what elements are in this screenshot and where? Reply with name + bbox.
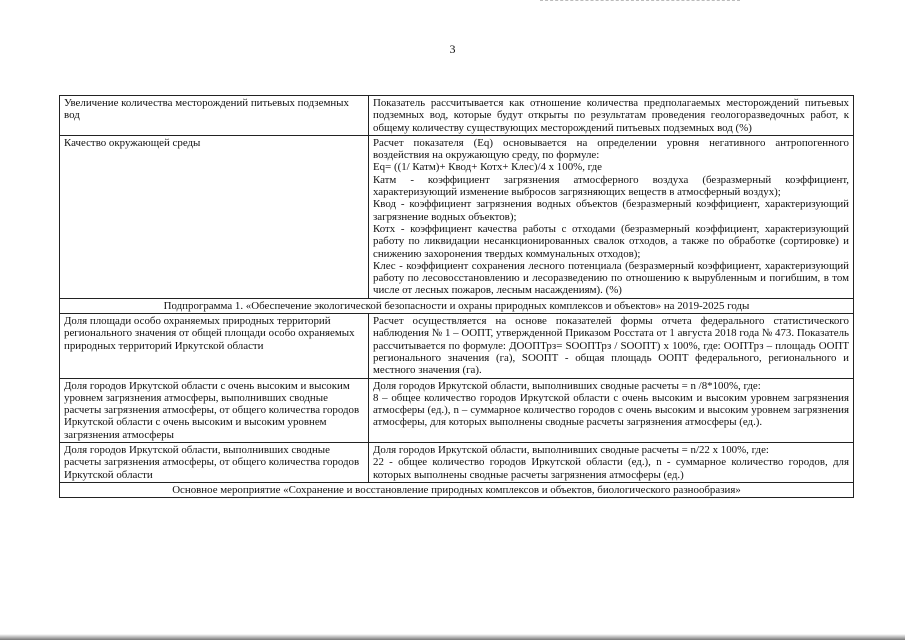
table-row [60, 96, 854, 136]
section-title: Основное мероприятие «Сохранение и восстановление природных комплексов и объектов, биологического разнообразия» [60, 482, 854, 497]
calculation-method-cell [369, 96, 854, 136]
calculation-method-paragraph: Квод - коэффициент загрязнения водных объектов (безразмерный коэффициент, характеризующий загрязнение водных объектов); [373, 198, 849, 223]
calculation-method-paragraph: Показатель рассчитывается как отношение количества предполагаемых месторождений питьевых подземных вод, которые будут открыты по результатам проведения геологоразведочных работ, к общему количеству существующих месторождений питьевых подземных вод (%) [373, 97, 849, 134]
calculation-method-paragraph: Катм - коэффициент загрязнения атмосферного воздуха (безразмерный коэффициент, характеризующий изменение выбросов загрязняющих веществ в атмосферный воздух); [373, 173, 849, 199]
section-header-row [60, 482, 854, 497]
scan-top-marks [540, 0, 740, 3]
calculation-method-paragraph: 22 - общее количество городов Иркутской области (ед.), n - суммарное количество городов, для которых выполнены сводные расчеты загрязнения атмосферы (ед.) [373, 456, 849, 481]
calculation-method-paragraph: 8 – общее количество городов Иркутской области с очень высоким и высоким уровнем загрязнения атмосферы (ед.), n – суммарное количество городов с очень высоким и высоким уровнем загрязнения атмосферы, для которых выполнены сводные расчеты загрязнения атмосферы (ед.). [373, 391, 849, 429]
calculation-method-paragraph: Клес - коэффициент сохранения лесного потенциала (безразмерный коэффициент, характеризующий работу по лесовосстановлению и лесоразведению по отношению к вырубленным и погибшим, в том числе от лесных пожаров, лесным насаждениям). (%) [373, 259, 849, 297]
table-row [60, 378, 854, 442]
table-row [60, 443, 854, 483]
calculation-method-paragraph: Котх - коэффициент качества работы с отходами (безразмерный коэффициент, характеризующий работу по ликвидации несанкционированных свалок отходов, а также по обработке (сортировке) и снижению захоронения твердых коммунальных отходов); [373, 222, 849, 260]
indicator-name: Качество окружающей среды [64, 136, 201, 149]
indicator-name-cell [60, 378, 369, 442]
indicator-name: Доля площади особо охраняемых природных территорий регионального значения от общей площади особо охраняемых природных территорий Иркутской области [64, 315, 355, 352]
section-title: Подпрограмма 1. «Обеспечение экологической безопасности и охраны природных комплексов и объектов» на 2019-2025 годы [60, 298, 854, 313]
calculation-method-paragraph: Расчет показателя (Eq) основывается на определении уровня негативного антропогенного воздействия на окружающую среду, по формуле: [373, 136, 849, 162]
calculation-method-cell [369, 135, 854, 298]
indicator-name-cell [60, 314, 369, 378]
section-header-row [60, 298, 854, 313]
page-number: 3 [449, 42, 456, 56]
calculation-method-cell [369, 314, 854, 378]
indicator-name-cell [60, 96, 369, 136]
scan-bottom-edge [0, 634, 905, 640]
indicator-name: Доля городов Иркутской области с очень высоким и высоким уровнем загрязнения атмосферы, выполнивших сводные расчеты загрязнения атмосферы, от общего количества городов Иркутской области с очень высоким и высоким уровнем загрязнения атмосферы [64, 379, 360, 441]
indicators-table-body [60, 96, 854, 498]
calculation-method-paragraph: Доля городов Иркутской области, выполнивших сводные расчеты = n /8*100%, где: [373, 379, 761, 392]
indicators-table [59, 95, 854, 498]
calculation-method-paragraph: Eq= ((1/ Катм)+ Квод+ Котх+ Клес)/4 х 100%, где [373, 161, 602, 174]
indicator-name-cell [60, 443, 369, 483]
indicator-name: Доля городов Иркутской области, выполнивших сводные расчеты загрязнения атмосферы, от общего количества городов Иркутской области [64, 444, 360, 481]
calculation-method-cell [369, 443, 854, 483]
calculation-method-paragraph: Доля городов Иркутской области, выполнивших сводные расчеты = n/22 х 100%, где: [373, 444, 769, 457]
calculation-method-paragraph: Расчет осуществляется на основе показателей формы отчета федерального статистического наблюдения № 1 – ООПТ, утвержденной Приказом Росстата от 1 августа 2018 года № 473. Показатель рассчитывается по формуле: ДООПТрз= SООПТрз / SООПТ) х 100%, где: ООПТрз – площадь ООПТ регионального значения (га), SООПТ - общая площадь ООПТ федерального, регионального и местного значения (га). [373, 315, 849, 377]
calculation-method-cell [369, 378, 854, 442]
indicator-name: Увеличение количества месторождений питьевых подземных вод [64, 97, 349, 122]
table-row [60, 314, 854, 378]
table-row [60, 135, 854, 298]
indicator-name-cell [60, 135, 369, 298]
